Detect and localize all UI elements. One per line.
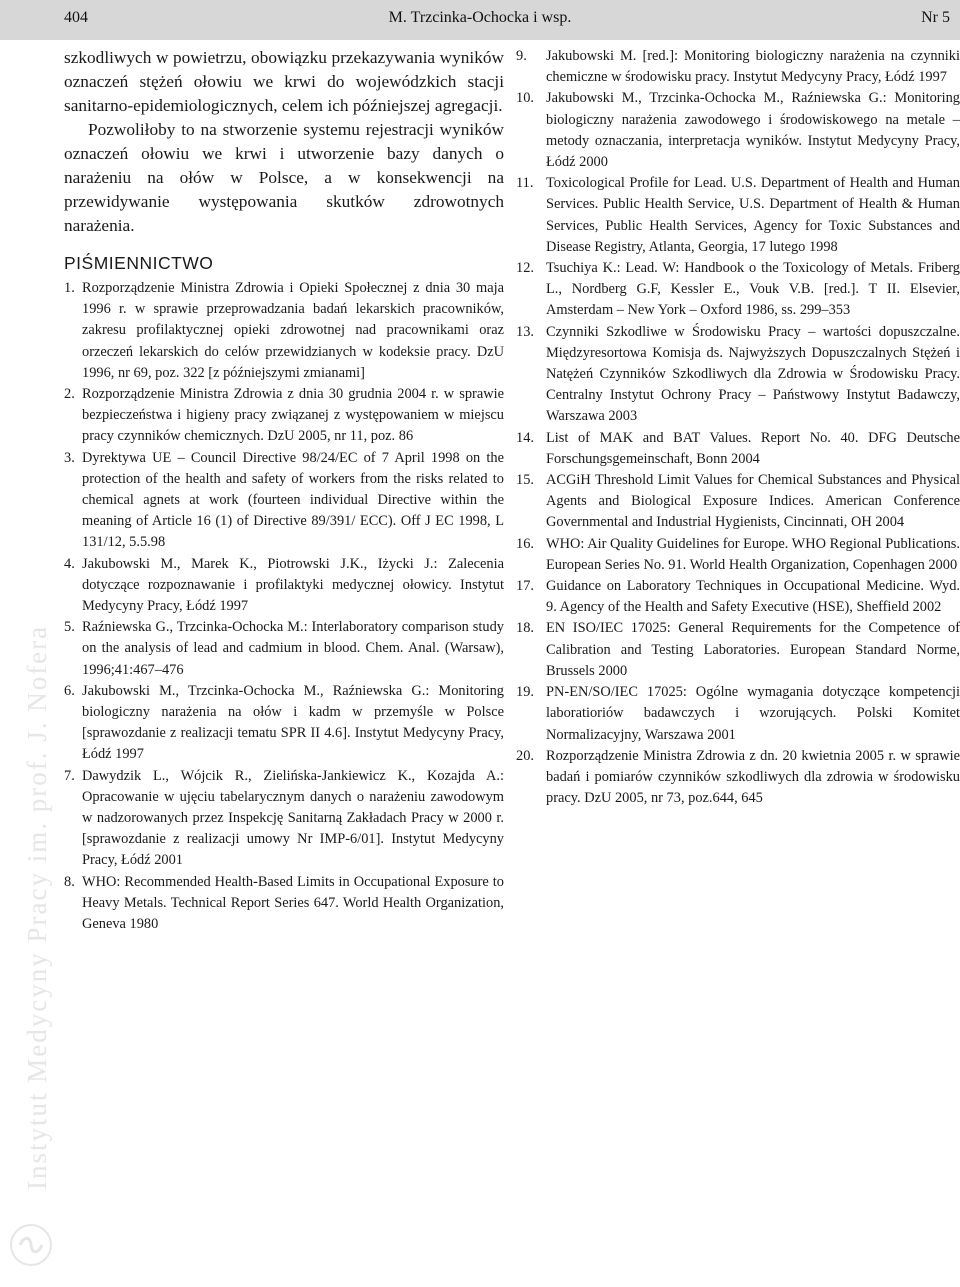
reference-text: WHO: Recommended Health-Based Limits in Occupational Exposure to Heavy Metals. Technical Report Series 647. World Health Organization, Geneva 1980 [82,873,504,933]
running-title: M. Trzcinka-Ochocka i wsp. [388,9,572,26]
reference-text: Dyrektywa UE – Council Directive 98/24/EC of 7 April 1998 on the protection of the health and safety of workers from the risks related to chemical agnets at work (fourteen individual Directive within the meaning of Article 16 (1) of Directive 89/391/ ECC). Off J EC 1998, L 131/12, 5.5.98 [82,449,504,551]
reference-text: Jakubowski M., Marek K., Piotrowski J.K., Iżycki J.: Zalecenia dotyczące rozpoznawanie i profilaktyki medycznej ołowicy. Instytut Medycyny Pracy, Łódź 1997 [82,555,504,615]
reference-item [64,384,504,448]
body-paragraph-1: szkodliwych w powietrzu, obowiązku przekazywania wyników oznaczeń stężeń ołowiu we krwi do wojewódzkich stacji sanitarno-epidemiologicznych, celem ich późniejszej agregacji. [64,48,504,115]
reference-number: 5. [64,619,75,636]
body-paragraph-2: Pozwoliłoby to na stworzenie systemu rejestracji wyników oznaczeń ołowiu we krwi i utworzenie bazy danych o narażeniu na ołów w Polsce, a w konsekwencji na przewidywanie występowania skutków zdrowotnych narażenia. [64,120,504,235]
reference-text: Jakubowski M., Trzcinka-Ochocka M., Raźniewska G.: Monitoring biologiczny narażenia na ołów i kadm w przemyśle w Polsce [sprawozdanie z realizacji tematu SPR II 4.6]. Instytut Medycyny Pracy, Łódź 1997 [82,682,504,763]
reference-text: ACGiH Threshold Limit Values for Chemical Substances and Physical Agents and Biological Exposure Indices. American Conference Governmental and Industrial Hygienists, Cincinnati, OH 2004 [546,472,960,531]
reference-number: 9. [516,48,527,64]
institute-seal-icon [8,1222,54,1268]
reference-item [516,428,960,470]
institute-watermark: Instytut Medycyny Pracy im. prof. J. Nofera [22,624,52,1190]
reference-item [516,534,960,576]
reference-number: 10. [516,90,534,107]
reference-number: 20. [516,747,534,764]
reference-number: 12. [516,260,534,277]
reference-number: 13. [516,323,534,340]
reference-number: 11. [516,175,534,192]
reference-text: Rozporządzenie Ministra Zdrowia z dnia 30 grudnia 2004 r. w sprawie bezpieczeństwa i higieny pracy związanej z występowaniem w miejscu pracy czynników chemicznych. DzU 2005, nr 11, poz. 86 [82,386,504,445]
references-heading: PIŚMIENNICTWO [64,253,214,273]
reference-number: 2. [64,386,75,403]
reference-text: PN-EN/SO/IEC 17025: Ogólne wymagania dotyczące kompetencji laboratioriów badawczych i wzorujących. Polski Komitet Normalizacyjny, Warszawa 2001 [546,684,960,743]
reference-item [64,617,504,681]
reference-number: 3. [64,449,75,466]
reference-number: 17. [516,578,534,595]
reference-number: 15. [516,472,534,489]
reference-item [64,554,504,618]
reference-item [64,681,504,766]
reference-item [516,618,960,682]
reference-number: 8. [64,873,75,890]
reference-item [516,322,960,428]
reference-text: WHO: Air Quality Guidelines for Europe. WHO Regional Publications. European Series No. 91. World Health Organization, Copenhagen 2000 [546,535,960,573]
reference-number: 4. [64,555,75,572]
page-header [0,0,960,40]
right-column [516,46,960,809]
reference-text: Jakubowski M. [red.]: Monitoring biologiczny narażenia na czynniki chemiczne w środowisku pracy. Instytut Medycyny Pracy, Łódź 1997 [546,48,960,86]
reference-item [516,258,960,322]
reference-item [64,278,504,384]
reference-item [64,766,504,872]
left-column [64,46,504,935]
reference-item [64,872,504,936]
reference-text: Dawydzik L., Wójcik R., Zielińska-Jankiewicz K., Kozajda A.: Opracowanie w ujęciu tabelarycznym danych o narażeniu zawodowym w nadzorowanych przez Inspekcję Sanitarną Zakładach Pracy w 2000 r. [sprawozdanie z realizacji umowy Nr IMP-6/01]. Instytut Medycyny Pracy, Łódź 2001 [82,767,504,869]
reference-text: EN ISO/IEC 17025: General Requirements for the Competence of Calibration and Testing Laboratories. European Standard Norme, Brussels 2000 [546,620,960,679]
reference-text: Guidance on Laboratory Techniques in Occupational Medicine. Wyd. 9. Agency of the Health and Safety Executive (HSE), Sheffield 2002 [546,578,960,616]
reference-text: Raźniewska G., Trzcinka-Ochocka M.: Interlaboratory comparison study on the analysis of lead and cadmium in blood. Chem. Anal. (Warsaw), 1996;41:467–476 [82,619,504,678]
reference-number: 6. [64,682,75,699]
reference-list-right [516,46,960,809]
reference-text: Czynniki Szkodliwe w Środowisku Pracy – wartości dopuszczalne. Międzyresortowa Komisja ds. Najwyższych Dopuszczalnych Stężeń i Natężeń Czynników Szkodliwych dla Zdrowia w Środowisku Pracy. Centralny Instytut Ochrony Pracy – Państwowy Instytut Badawczy, Warszawa 2003 [546,323,960,425]
reference-number: 18. [516,620,534,637]
reference-text: Toxicological Profile for Lead. U.S. Department of Health and Human Services. Public Health Service, U.S. Department of Health & Human Services, Public Health Services, Agency for Toxic Substances and Disease Registry, Atlanta, Georgia, 17 lutego 1998 [546,175,960,255]
reference-item [516,576,960,618]
page-number: 404 [64,9,88,26]
reference-number: 19. [516,684,534,701]
reference-number: 16. [516,535,534,552]
reference-text: List of MAK and BAT Values. Report No. 40. DFG Deutsche Forschungsgemeinschaft, Bonn 2004 [546,429,960,467]
reference-item [516,682,960,746]
reference-text: Rozporządzenie Ministra Zdrowia z dn. 20 kwietnia 2005 r. w sprawie badań i pomiarów czynników szkodliwych dla zdrowia w środowisku pracy. DzU 2005, nr 73, poz.644, 645 [546,747,960,807]
reference-text: Tsuchiya K.: Lead. W: Handbook o the Toxicology of Metals. Friberg L., Nordberg G.F, Kessler E., Vouk V.B. [red.]. T II. Elsevier, Amsterdam – New York – Oxford 1986, ss. 299–353 [546,260,960,319]
reference-item [64,448,504,554]
reference-text: Jakubowski M., Trzcinka-Ochocka M., Raźniewska G.: Monitoring biologiczny narażenia zawodowego i środowiskowego na metale – metody oznaczania, interpretacja wyników. Instytut Medycyny Pracy, Łódź 2000 [546,90,960,171]
reference-item [516,88,960,173]
reference-item [516,173,960,258]
reference-number: 1. [64,280,75,296]
reference-item [516,46,960,88]
issue-number: Nr 5 [921,9,950,26]
reference-number: 7. [64,767,75,784]
reference-item [516,470,960,534]
reference-number: 14. [516,429,534,446]
reference-item [516,746,960,810]
reference-list-left [64,278,504,935]
reference-text: Rozporządzenie Ministra Zdrowia i Opieki Społecznej z dnia 30 maja 1996 r. w sprawie przeprowadzania badań lekarskich pracowników, zakresu profilaktycznej opieki zdrowotnej nad pracownikami oraz orzeczeń lekarskich do celów przewidzianych w kodeksie pracy. DzU 1996, nr 69, poz. 322 [z późniejszymi zmianami] [82,280,504,381]
